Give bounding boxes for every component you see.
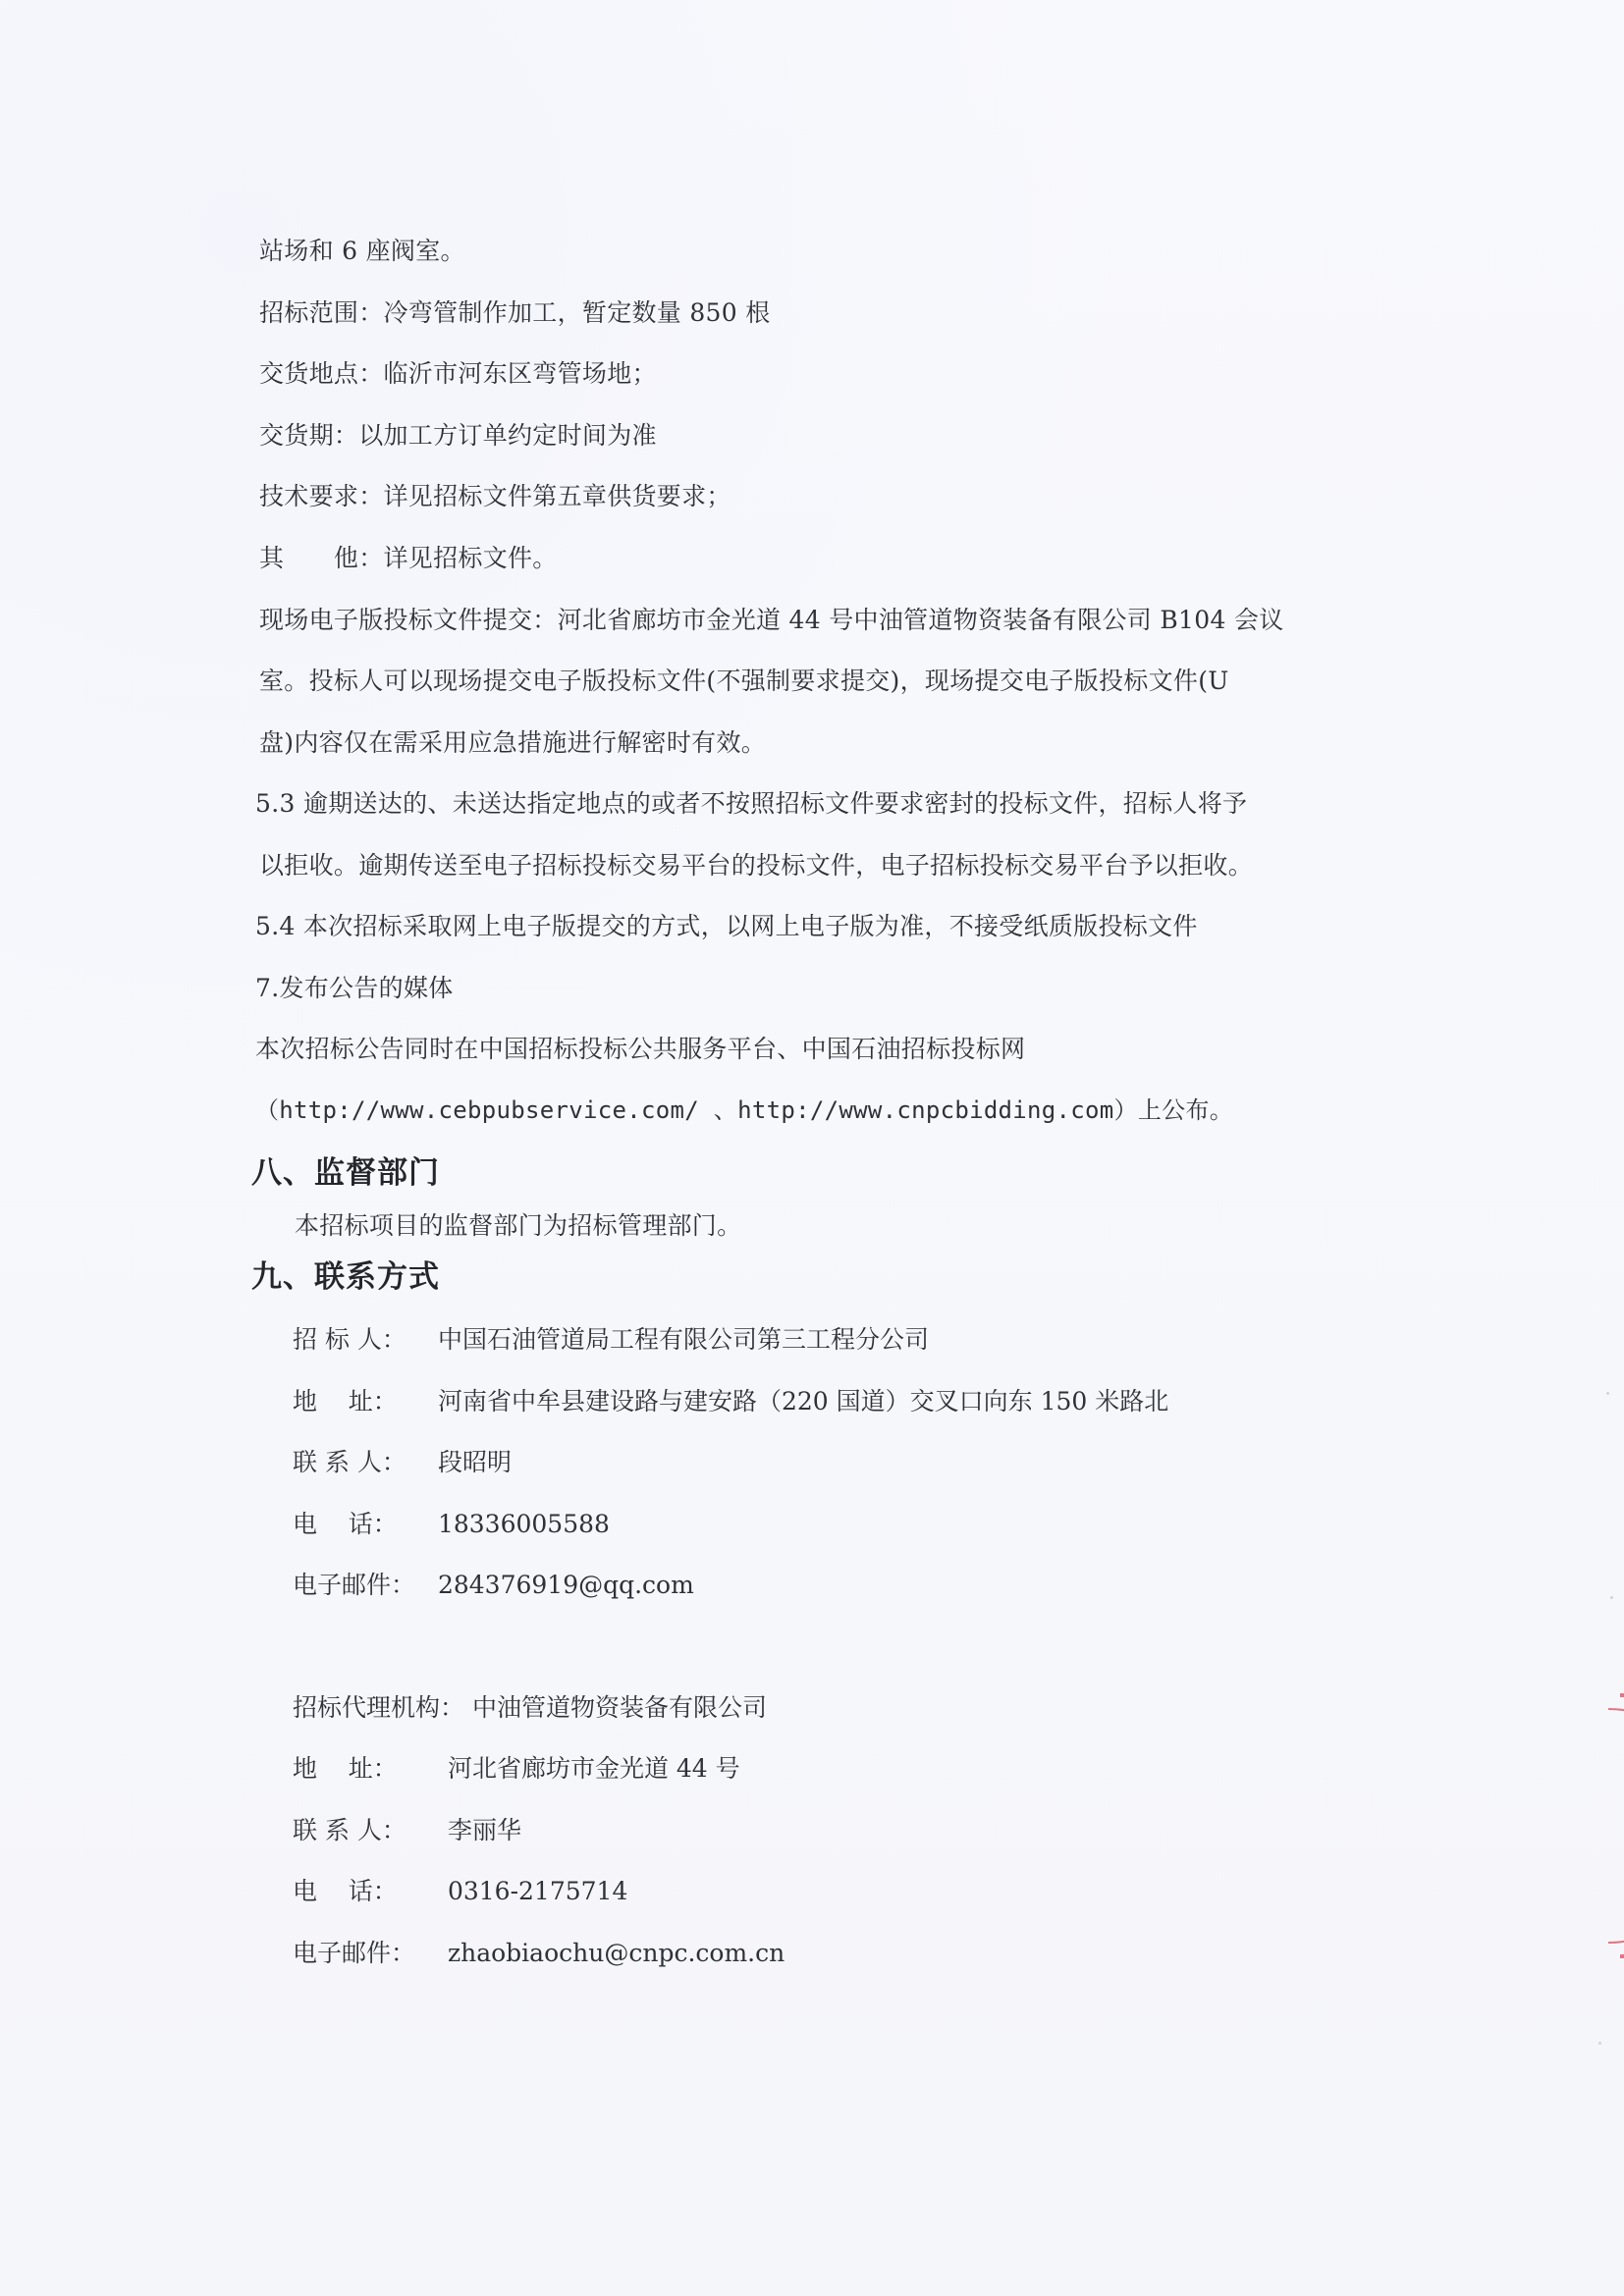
body-line-12: 5.4 本次招标采取网上电子版提交的方式，以网上电子版为准，不接受纸质版投标文件 <box>255 912 1198 940</box>
tenderer-row <box>293 1325 929 1355</box>
section8-text: 本招标项目的监督部门为招标管理部门。 <box>295 1211 742 1240</box>
body-line-2: 招标范围：冷弯管制作加工，暂定数量 850 根 <box>259 298 771 327</box>
body-line-9: 盘)内容仅在需采用应急措施进行解密时有效。 <box>259 728 767 757</box>
tenderer-address-value: 河南省中牟县建设路与建安路（220 国道）交叉口向东 150 米路北 <box>437 1387 1169 1415</box>
agency-email-label: 电子邮件： <box>293 1939 416 1967</box>
tenderer-contact-value: 段昭明 <box>437 1448 512 1476</box>
body-line-6: 其 他：详见招标文件。 <box>259 544 558 572</box>
tenderer-label: 招 标 人： <box>293 1325 406 1354</box>
agency-row <box>293 1693 767 1723</box>
tenderer-phone-row <box>293 1510 610 1539</box>
tenderer-email-value: 284376919@qq.com <box>437 1571 694 1599</box>
scan-speck-2 <box>1610 1596 1613 1599</box>
body-line-10: 5.3 逾期送达的、未送达指定地点的或者不按照招标文件要求密封的投标文件，招标人将予 <box>255 789 1248 818</box>
body-line-7: 现场电子版投标文件提交：河北省廊坊市金光道 44 号中油管道物资装备有限公司 B104 会议 <box>259 606 1284 634</box>
body-line-1: 站场和 6 座阀室。 <box>259 237 465 265</box>
agency-phone-label: 电 话： <box>293 1877 398 1905</box>
section8-heading: 八、监督部门 <box>251 1155 440 1191</box>
agency-value: 中油管道物资装备有限公司 <box>471 1693 767 1722</box>
agency-email-row <box>293 1939 785 1968</box>
body-line-14: 本次招标公告同时在中国招标投标公共服务平台、中国石油招标投标网 <box>255 1035 1026 1063</box>
section9-heading: 九、联系方式 <box>251 1259 440 1295</box>
body-line-5: 技术要求：详见招标文件第五章供货要求； <box>259 482 731 510</box>
agency-label: 招标代理机构： <box>293 1693 465 1722</box>
tenderer-phone-value: 18336005588 <box>437 1510 610 1538</box>
tenderer-address-label: 地 址： <box>293 1387 398 1415</box>
tenderer-email-label: 电子邮件： <box>293 1571 416 1599</box>
agency-email-value: zhaobiaochu@cnpc.com.cn <box>447 1939 785 1967</box>
tenderer-contact-row <box>293 1448 512 1477</box>
body-line-8: 室。投标人可以现场提交电子版投标文件(不强制要求提交)，现场提交电子版投标文件(U <box>259 667 1229 695</box>
body-line-15: （http://www.cebpubservice.com/ 、http://www.cnpcbidding.com）上公布。 <box>255 1096 1234 1124</box>
agency-address-row <box>293 1754 740 1784</box>
body-line-4: 交货期：以加工方订单约定时间为准 <box>259 421 657 450</box>
agency-address-value: 河北省廊坊市金光道 44 号 <box>447 1754 740 1783</box>
tenderer-email-row <box>293 1571 694 1600</box>
agency-contact-label: 联 系 人： <box>293 1816 406 1844</box>
tenderer-contact-label: 联 系 人： <box>293 1448 406 1476</box>
scan-speck-3 <box>1598 2042 1601 2045</box>
agency-phone-value: 0316-2175714 <box>447 1877 628 1905</box>
company-seal-icon <box>1490 1683 1624 1978</box>
company-seal <box>1490 1683 1624 1978</box>
tenderer-address-row <box>293 1387 1168 1416</box>
body-line-13: 7.发布公告的媒体 <box>255 974 454 1002</box>
tenderer-value: 中国石油管道局工程有限公司第三工程分公司 <box>437 1325 929 1354</box>
agency-contact-value: 李丽华 <box>447 1816 521 1844</box>
agency-address-label: 地 址： <box>293 1754 398 1783</box>
agency-contact-row <box>293 1816 521 1845</box>
body-line-11: 以拒收。逾期传送至电子招标投标交易平台的投标文件，电子招标投标交易平台予以拒收。 <box>259 851 1254 880</box>
body-line-3: 交货地点：临沂市河东区弯管场地； <box>259 359 657 388</box>
tenderer-phone-label: 电 话： <box>293 1510 398 1538</box>
scan-speck-1 <box>1606 1392 1609 1395</box>
agency-phone-row <box>293 1877 627 1906</box>
